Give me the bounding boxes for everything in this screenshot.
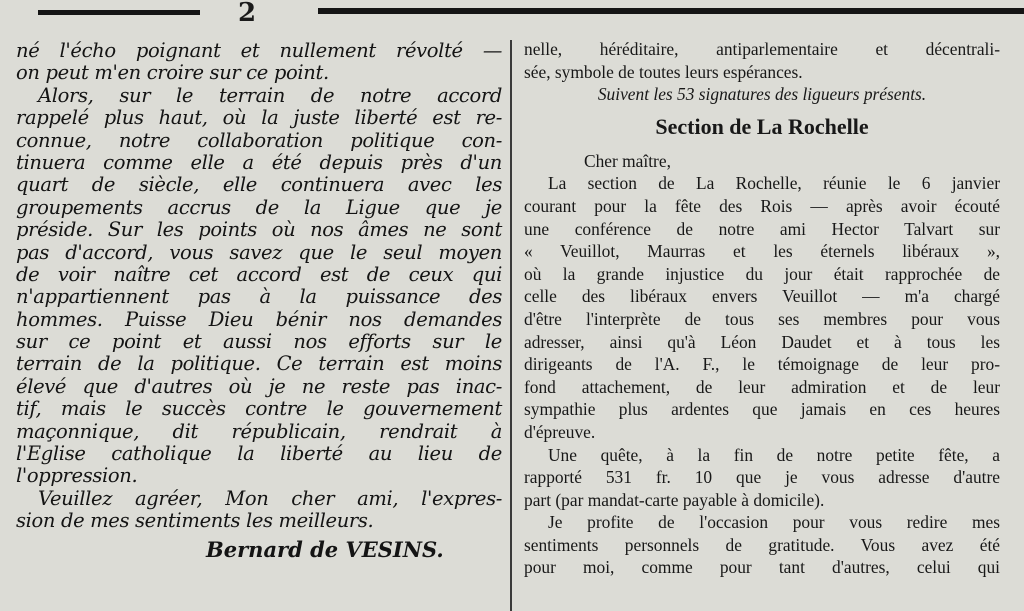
text-line: n'appartiennent pas à la puissance des (16, 285, 502, 309)
text-line: sur ce point et aussi nos efforts sur le (16, 330, 502, 354)
text-line: celle des libéraux envers Veuillot — m'a chargé (524, 286, 1000, 307)
text-line: hommes. Puisse Dieu bénir nos demandes (16, 307, 502, 331)
text-line: groupements accrus de la Ligue que je (16, 195, 502, 219)
text-line: part (par mandat-carte payable à domicile). (524, 489, 825, 510)
text-line: rapporté 531 fr. 10 que je vous adresse d'autre (524, 467, 1000, 488)
text-line: pour moi, comme pour tant d'autres, celui qui (524, 557, 1000, 578)
signature: Bernard de VESINS. (206, 536, 444, 562)
text-line: une conférence de notre ami Hector Talvart sur (524, 218, 1000, 239)
text-line: d'épreuve. (524, 421, 596, 442)
text-line: on peut m'en croire sur ce point. (16, 61, 329, 85)
text-line: l'oppression. (16, 464, 138, 488)
text-line: quart de siècle, elle continuera avec les (16, 173, 502, 197)
text-line: Alors, sur le terrain de notre accord (38, 83, 502, 107)
left-column (16, 40, 502, 561)
text-line: connue, notre collaboration politique con- (16, 128, 502, 152)
text-line: maçonnique, dit républicain, rendrait à (16, 419, 502, 443)
text-line: terrain de la politique. Ce terrain est moins (16, 352, 502, 376)
text-line: pas d'accord, vous savez que le seul moyen (16, 240, 502, 264)
text-line: d'être l'interprète de tous ses membres pour vous (524, 308, 1000, 329)
text-line: de voir naître cet accord est de ceux qui (16, 262, 502, 286)
text-line: sion de mes sentiments les meilleurs. (16, 509, 374, 533)
text-line: Une quête, à la fin de notre petite fête, a (548, 444, 1000, 465)
text-line: l'Eglise catholique la liberté au lieu de (16, 442, 502, 466)
text-line: fond attachement, de leur admiration et de leur (524, 376, 1000, 397)
text-line: Je profite de l'occasion pour vous redire mes (548, 512, 1000, 533)
text-line: sympathie plus ardentes que jamais en ces heures (524, 399, 1000, 420)
text-line: adresser, ainsi qu'à Léon Daudet et à tous les (524, 331, 1000, 352)
text-line: rappelé plus haut, où la juste liberté est re- (16, 106, 502, 130)
text-line: tif, mais le succès contre le gouvernement (16, 397, 502, 421)
section-title: Section de La Rochelle (655, 113, 869, 139)
header-rule-right (318, 8, 1024, 14)
text-line: nelle, héréditaire, antiparlementaire et décentrali- (524, 39, 1000, 59)
text-line: né l'écho poignant et nullement révolté — (16, 39, 502, 62)
header-rule-left (38, 10, 200, 15)
text-line: sée, symbole de toutes leurs espérances. (524, 61, 803, 82)
right-column (524, 38, 1000, 579)
text-line: où la grande injustice du jour était rapprochée de (524, 263, 1000, 284)
text-line: La section de La Rochelle, réunie le 6 janvier (548, 173, 1000, 194)
signatures-note: Suivent les 53 signatures des ligueurs présents. (597, 84, 927, 105)
text-line: courant pour la fête des Rois — après avoir écouté (524, 195, 1000, 216)
text-line: préside. Sur les points où nos âmes ne sont (16, 218, 502, 242)
text-line: Veuillez agréer, Mon cher ami, l'expres- (38, 486, 502, 510)
salutation: Cher maître, (584, 150, 671, 171)
text-line: élevé que d'autres où je ne reste pas inac- (16, 374, 502, 398)
page-number: 2 (238, 0, 257, 28)
column-divider (510, 40, 512, 611)
text-line: sentiments personnels de gratitude. Vous avez été (524, 534, 1000, 555)
text-line: tinuera comme elle a été depuis près d'un (16, 150, 502, 174)
text-line: dirigeants de l'A. F., le témoignage de leur pro- (524, 354, 1000, 375)
text-line: « Veuillot, Maurras et les éternels libéraux », (524, 241, 1000, 262)
